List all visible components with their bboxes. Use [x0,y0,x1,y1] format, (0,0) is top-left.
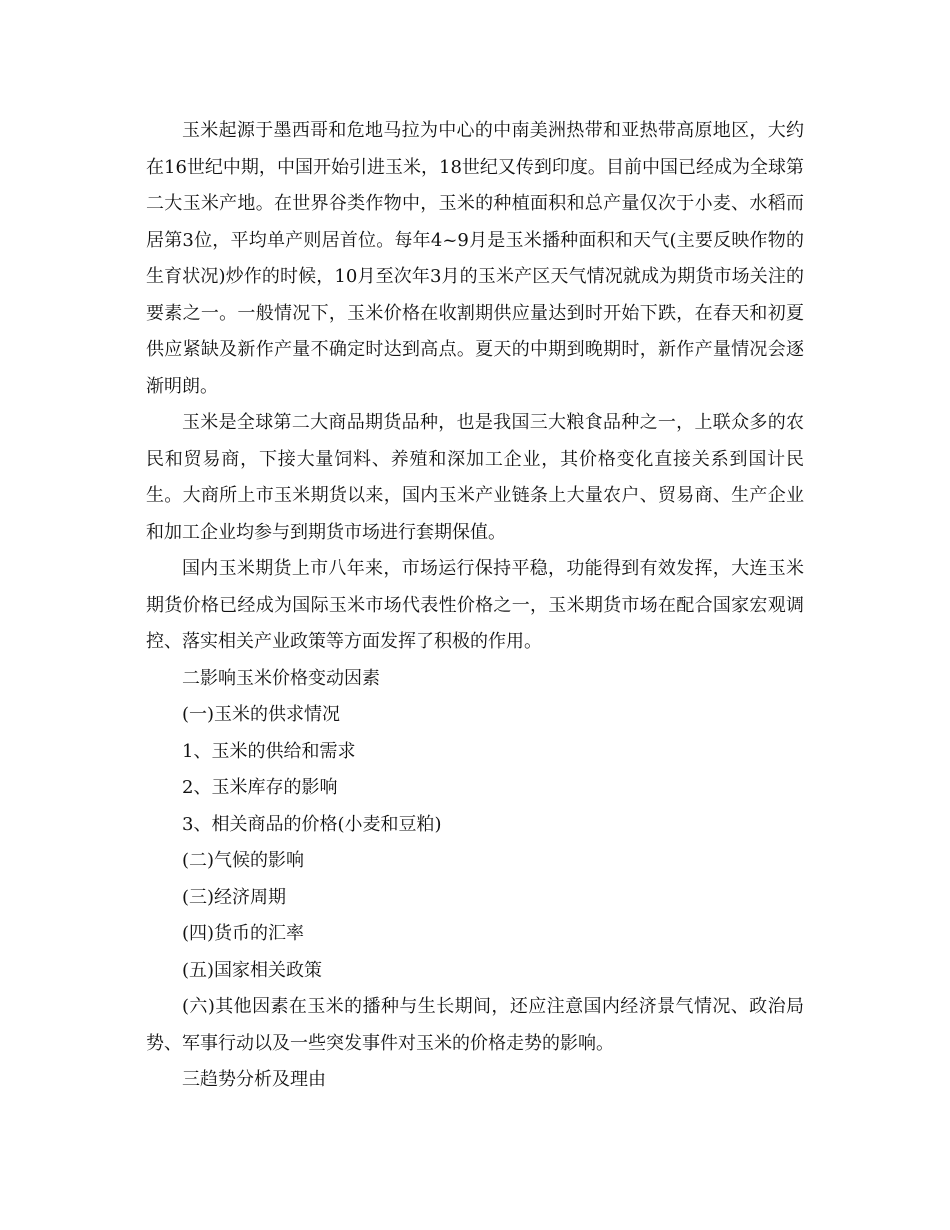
paragraph-corn-origin: 玉米起源于墨西哥和危地马拉为中心的中南美洲热带和亚热带高原地区，大约在16世纪中期，中国开始引进玉米，18世纪又传到印度。目前中国已经成为全球第二大玉米产地。在世界谷类作物中，玉米的种植面积和总产量仅次于小麦、水稻而居第3位，平均单产则居首位。每年4~9月是玉米播种面积和天气(主要反映作物的生育状况)炒作的时候，10月至次年3月的玉米产区天气情况就成为期货市场关注的要素之一。一般情况下，玉米价格在收割期供应量达到时开始下跌，在春天和初夏供应紧缺及新作产量不确定时达到高点。夏天的中期到晚期时，新作产量情况会逐渐明朗。 [146,120,804,397]
paragraph-corn-futures-importance: 玉米是全球第二大商品期货品种，也是我国三大粮食品种之一，上联众多的农民和贸易商，下接大量饲料、养殖和深加工企业，其价格变化直接关系到国计民生。大商所上市玉米期货以来，国内玉米产业链条上大量农户、贸易商、生产企业和加工企业均参与到期货市场进行套期保值。 [146,412,804,543]
subheading-climate: (二)气候的影响 [182,850,305,871]
subheading-exchange-rate: (四)货币的汇率 [182,923,305,944]
paragraph-domestic-futures-market: 国内玉米期货上市八年来，市场运行保持平稳，功能得到有效发挥，大连玉米期货价格已经成为国际玉米市场代表性价格之一，玉米期货市场在配合国家宏观调控、落实相关产业政策等方面发挥了积极的作用。 [146,558,804,652]
document-body [146,113,804,1099]
paragraph-other-factors: (六)其他因素在玉米的播种与生长期间，还应注意国内经济景气情况、政治局势、军事行动以及一些突发事件对玉米的价格走势的影响。 [146,996,804,1054]
subheading-economic-cycle: (三)经济周期 [182,886,287,908]
list-item-supply-and-demand: 1、玉米的供给和需求 [182,740,356,762]
subheading-national-policy: (五)国家相关政策 [182,959,323,981]
list-item-related-commodities: 3、相关商品的价格(小麦和豆粕) [182,813,442,835]
section-heading-trend-analysis: 三趋势分析及理由 [182,1069,326,1090]
section-heading-price-factors: 二影响玉米价格变动因素 [182,667,380,689]
subheading-supply-demand: (一)玉米的供求情况 [182,704,341,725]
list-item-inventory: 2、玉米库存的影响 [182,777,338,798]
